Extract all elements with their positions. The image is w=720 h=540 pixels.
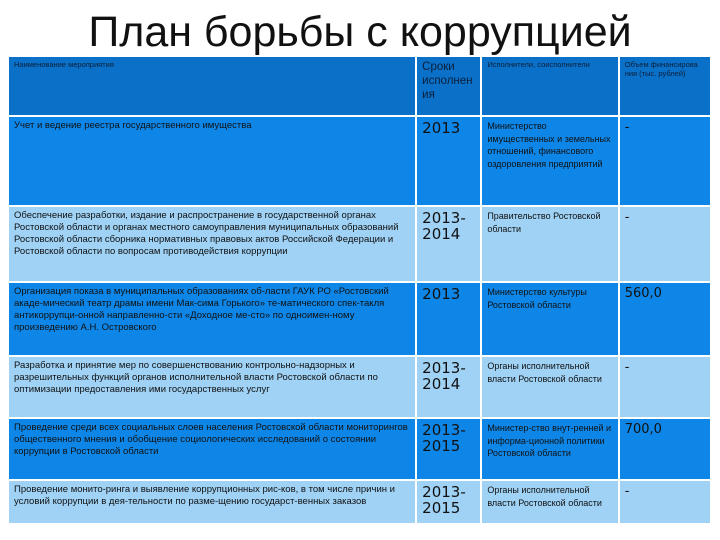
table-row [9, 117, 710, 205]
terms-cell: 2013-2014 [417, 207, 480, 281]
terms-cell: 2013-2015 [417, 419, 480, 479]
header-measure: Наименование мероприятия [9, 57, 415, 115]
funding-cell: - [620, 117, 710, 205]
funding-cell: - [620, 481, 710, 523]
measure-cell: Разработка и принятие мер по совершенствованию контрольно-надзорных и разрешительных функций органов исполнительной власти Ростовской области по оптимизации предоставления ими государственных услуг [9, 357, 415, 417]
executors-cell: Органы исполнительной власти Ростовской области [482, 357, 617, 417]
funding-cell: 560,0 [620, 283, 710, 355]
measure-cell: Проведение среди всех социальных слоев населения Ростовской области мониторингов общественного мнения и обобщение социологических исследований о состоянии коррупции в Ростовской области [9, 419, 415, 479]
executors-cell: Правительство Ростовской области [482, 207, 617, 281]
executors-cell: Министер-ство внут-ренней и информа-ционной политики Ростовской области [482, 419, 617, 479]
funding-cell: - [620, 357, 710, 417]
table-row [9, 419, 710, 479]
terms-cell: 2013-2015 [417, 481, 480, 523]
table-row [9, 283, 710, 355]
terms-cell: 2013 [417, 283, 480, 355]
executors-cell: Министерство имущественных и земельных отношений, финансового оздоровления предприятий [482, 117, 617, 205]
executors-cell: Органы исполнительной власти Ростовской области [482, 481, 617, 523]
executors-cell: Министерство культуры Ростовской области [482, 283, 617, 355]
corruption-plan-table [7, 55, 712, 525]
measure-cell: Обеспечение разработки, издание и распространение в государственной органах Ростовской области и органах местного самоуправления муниципальных образований Ростовской области сборника нормативных правовых актов Российской Федерации и Ростовской области по вопросам противодействия коррупции [9, 207, 415, 281]
header-terms: Сроки исполнен ия [417, 57, 480, 115]
measure-cell: Учет и ведение реестра государственного имущества [9, 117, 415, 205]
table-row [9, 481, 710, 523]
terms-cell: 2013-2014 [417, 357, 480, 417]
table-row [9, 357, 710, 417]
measure-cell: Проведение монито-ринга и выявление коррупционных рис-ков, в том числе причин и условий коррупции в дея-тельности по разме-щению государст-венных заказов [9, 481, 415, 523]
page-title: План борьбы с коррупцией [88, 8, 632, 56]
header-funding: Объем финансирова ния (тыс. рублей) [620, 57, 710, 115]
header-executors: Исполнители, соисполнители [482, 57, 617, 115]
terms-cell: 2013 [417, 117, 480, 205]
funding-cell: 700,0 [620, 419, 710, 479]
table-header-row [9, 57, 710, 115]
measure-cell: Организация показа в муниципальных образованиях об-ласти ГАУК РО «Ростовский акаде-мический театр драмы имени Мак-сима Горького» те-матического спек-такля антикоррупци-онной направленно-сти «Доходное ме-сто» по одноимен-ному произведению А.Н. Островского [9, 283, 415, 355]
table-row [9, 207, 710, 281]
funding-cell: - [620, 207, 710, 281]
